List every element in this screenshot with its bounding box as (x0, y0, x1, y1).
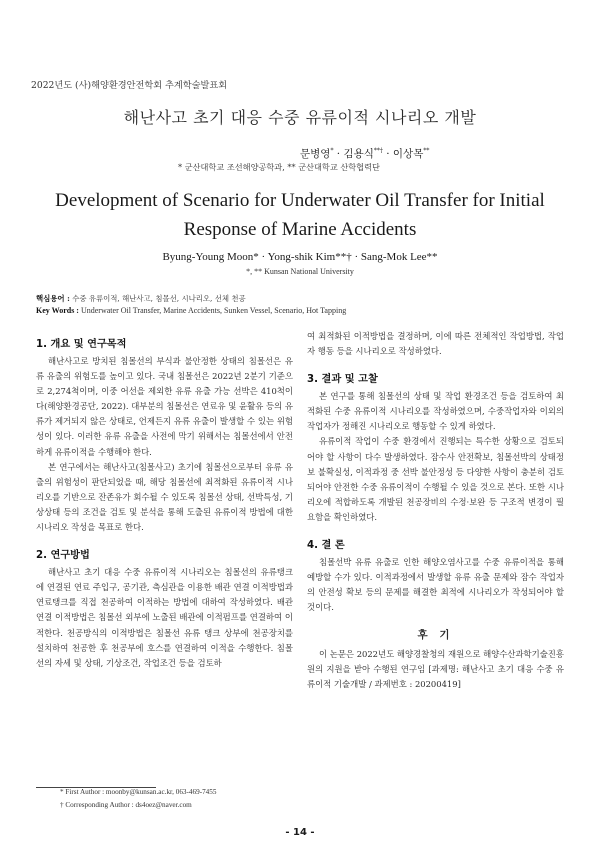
results-paragraph-1: 본 연구를 통해 침몰선의 상태 및 작업 환경조건 등을 검토하여 최적화된 수중 유류이적 시나리오를 작성하였으며, 수중작업자와 이외의 작업자가 정해진 시나리오로 행동할 수 있게 하였다. (307, 391, 564, 432)
english-authors: Byung-Young Moon* · Yong-shik Kim**† · Sang-Mok Lee** (162, 251, 438, 263)
conference-header: 2022년도 (사)해양환경안전학회 추계학술발표회 (31, 80, 228, 91)
page-number: - 14 - (285, 827, 315, 838)
results-paragraph-2: 유류이적 작업이 수중 환경에서 진행되는 특수한 상황으로 검토되어야 할 사항이 다수 발생하였다. 잠수사 안전확보, 침몰선박의 상태정보 불확실성, 이적과정 중 선박 불안정성 등 다양한 사항이 충분히 검토되어야 안전한 수중 유류이적이 수행될 수 있을 것으로 본다. 또한 시나리오에 적합하도록 개발된 천공장비의 수정·보완 등 구조적 변경이 필요함을 확인하였다. (307, 436, 564, 522)
acknowledgment-paragraph: 이 논문은 2022년도 해양경찰청의 재원으로 해양수산과학기술진흥원의 지원을 받아 수행된 연구임 [과제명: 해난사고 초기 대응 수중 유류이적 기술개발 / 과제번호 : 20200419] (307, 648, 564, 689)
korean-keywords-label: 핵심용어 : (36, 294, 70, 303)
english-affiliation: *, ** Kunsan National University (246, 267, 354, 276)
overview-paragraph-1: 해난사고로 방치된 침몰선의 부식과 불안정한 상태의 침몰선은 유류 유출의 위험도를 높이고 있다. 국내 침몰선은 2022년 2분기 기준으로 2,274척이며, 이중 어선을 제외한 유류 유출 가능 선박은 410척이다(해양환경공단, 2022). 대부분의 침몰선은 연료유 및 윤활유 등의 유류가 제거되지 않은 상태로, 언제든지 유류 유출이 발생할 수 있는 위험성이 있다. 이러한 유류 유출을 사전에 막기 위해서는 침몰선에서 안전하게 유류이적을 수행해야 한다. (36, 356, 293, 457)
right-column (307, 329, 564, 692)
section-heading-method: 2. 연구방법 (36, 550, 90, 562)
korean-keywords-text: 수중 유류이적, 해난사고, 침몰선, 시나리오, 선체 천공 (72, 294, 246, 303)
section-heading-conclusion: 4. 결 론 (307, 540, 345, 552)
conclusion-paragraph: 침몰선박 유류 유출로 인한 해양오염사고를 수중 유류이적을 통해 예방할 수가 있다. 이적과정에서 발생할 유류 유출 문제와 잠수 작업자의 안전성 확보 등의 문제를 해결한 최적에 시나리오가 작성되어야 할 것이다. (307, 557, 564, 613)
korean-title: 해난사고 초기 대응 수중 유류이적 시나리오 개발 (123, 108, 477, 127)
english-keywords (36, 306, 576, 315)
overview-paragraph-2: 본 연구에서는 해난사고(침몰사고) 초기에 침몰선으로부터 유류 유출의 위험성이 판단되었을 때, 해당 침몰선에 최적화된 유류이적 시나리오를 기반으로 잔존유가 회수될 수 있도록 침몰선 상태, 선박특성, 기상상태 등의 조건을 검토 및 분석을 통해 도출된 유류이적 방법에 대한 시나리오 작성을 목표로 한다. (36, 461, 293, 533)
section-heading-results: 3. 결과 및 고찰 (307, 374, 378, 386)
left-column (36, 337, 293, 671)
english-keywords-text: Underwater Oil Transfer, Marine Accidents, Sunken Vessel, Scenario, Hot Tapping (80, 306, 347, 315)
english-keywords-label: Key Words : (36, 306, 79, 315)
first-author-footnote: * First Author : moonby@kunsan.ac.kr, 063-469-7455 (60, 788, 217, 796)
acknowledgment-heading: 후 기 (417, 629, 454, 642)
korean-keywords (36, 293, 576, 304)
section-heading-overview: 1. 개요 및 연구목적 (36, 339, 127, 350)
korean-authors: 문병영* · 김용식**† · 이상목** (300, 147, 430, 160)
method-paragraph-1: 해난사고 초기 대응 수중 유류이적 시나리오는 침몰선의 유류탱크에 연결된 연료 주입구, 공기관, 측심관을 이용한 배관 연결 이적방법과 연료탱크를 직접 천공하여 이적하는 방법에 대하여 작성하였다. 배관 연결 이적방법은 침몰선 외부에 노출된 배관에 이적펌프를 연결하여 이적한다. 천공방식의 이적방법은 침몰선 유류 탱크 상부에 천공장치를 설치하여 천공한 후 천공부에 호스를 연결하여 이적을 수행한다. 침몰선의 자세 및 상태, 기상조건, 작업조건 등을 검토하 (36, 567, 293, 668)
english-title: Development of Scenario for Underwater Oil Transfer for Initial Response of Marine Accidents (55, 190, 545, 240)
korean-affiliation: * 군산대학교 조선해양공학과, ** 군산대학교 산학협력단 (178, 162, 380, 172)
method-paragraph-continued: 여 최적화된 이적방법을 결정하며, 이에 따른 전체적인 작업방법, 작업자 행동 등을 시나리오로 작성하였다. (307, 331, 564, 357)
corresponding-author-footnote: † Corresponding Author : ds4oez@naver.com (60, 801, 192, 809)
